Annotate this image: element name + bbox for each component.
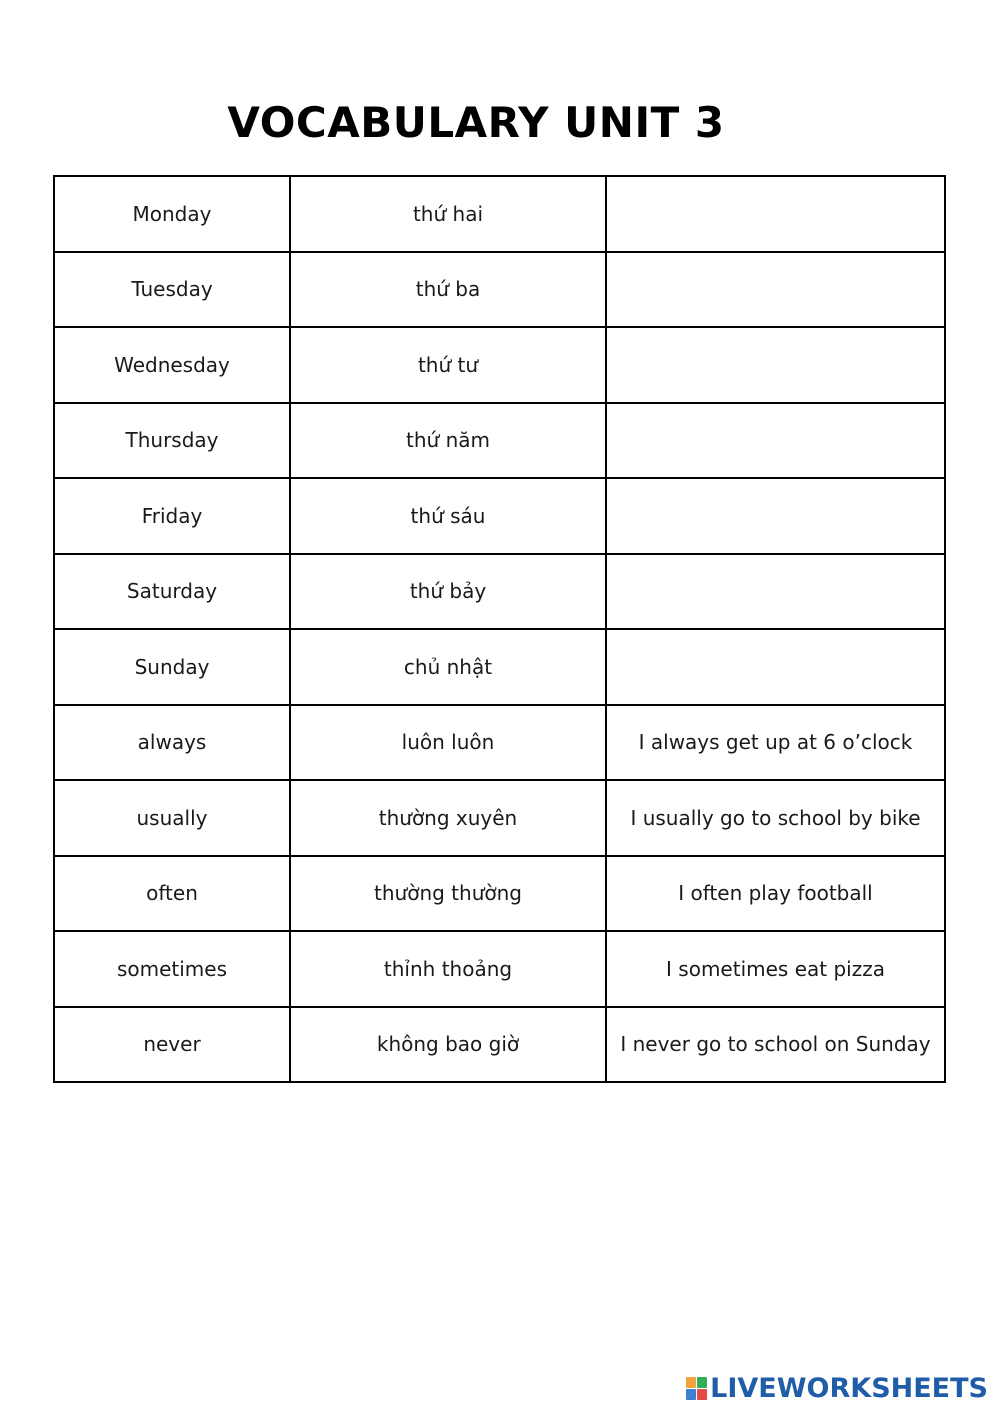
meaning-cell: thứ bảy: [290, 554, 606, 630]
word-cell: never: [54, 1007, 290, 1083]
vocabulary-table: [53, 175, 946, 1083]
table-row: [54, 252, 945, 328]
example-cell: [606, 629, 945, 705]
table-row: [54, 931, 945, 1007]
example-cell: I sometimes eat pizza: [606, 931, 945, 1007]
word-cell: Sunday: [54, 629, 290, 705]
table-row: [54, 1007, 945, 1083]
table-row: [54, 327, 945, 403]
table-row: [54, 176, 945, 252]
example-cell: I always get up at 6 o’clock: [606, 705, 945, 781]
meaning-cell: chủ nhật: [290, 629, 606, 705]
table-row: [54, 403, 945, 479]
meaning-cell: thứ tư: [290, 327, 606, 403]
word-cell: Friday: [54, 478, 290, 554]
word-cell: Saturday: [54, 554, 290, 630]
table-row: [54, 705, 945, 781]
word-cell: Wednesday: [54, 327, 290, 403]
meaning-cell: thứ hai: [290, 176, 606, 252]
meaning-cell: thứ sáu: [290, 478, 606, 554]
meaning-cell: luôn luôn: [290, 705, 606, 781]
logo-square-icon: [686, 1389, 696, 1400]
word-cell: usually: [54, 780, 290, 856]
logo-square-icon: [697, 1389, 707, 1400]
example-cell: [606, 403, 945, 479]
meaning-cell: không bao giờ: [290, 1007, 606, 1083]
meaning-cell: thường thường: [290, 856, 606, 932]
example-cell: [606, 327, 945, 403]
word-cell: Monday: [54, 176, 290, 252]
word-cell: always: [54, 705, 290, 781]
table-row: [54, 554, 945, 630]
brand-name: LIVEWORKSHEETS: [710, 1372, 988, 1404]
liveworksheets-logo-icon: [686, 1377, 707, 1400]
meaning-cell: thứ năm: [290, 403, 606, 479]
logo-square-icon: [697, 1377, 707, 1388]
page-title: VOCABULARY UNIT 3: [227, 98, 725, 147]
example-cell: [606, 176, 945, 252]
word-cell: often: [54, 856, 290, 932]
example-cell: I never go to school on Sunday: [606, 1007, 945, 1083]
meaning-cell: thường xuyên: [290, 780, 606, 856]
word-cell: Thursday: [54, 403, 290, 479]
example-cell: I often play football: [606, 856, 945, 932]
word-cell: sometimes: [54, 931, 290, 1007]
example-cell: I usually go to school by bike: [606, 780, 945, 856]
example-cell: [606, 554, 945, 630]
table-row: [54, 856, 945, 932]
liveworksheets-brand[interactable]: [686, 1371, 988, 1405]
meaning-cell: thỉnh thoảng: [290, 931, 606, 1007]
logo-square-icon: [686, 1377, 696, 1388]
example-cell: [606, 478, 945, 554]
word-cell: Tuesday: [54, 252, 290, 328]
table-row: [54, 478, 945, 554]
meaning-cell: thứ ba: [290, 252, 606, 328]
example-cell: [606, 252, 945, 328]
table-row: [54, 629, 945, 705]
table-row: [54, 780, 945, 856]
